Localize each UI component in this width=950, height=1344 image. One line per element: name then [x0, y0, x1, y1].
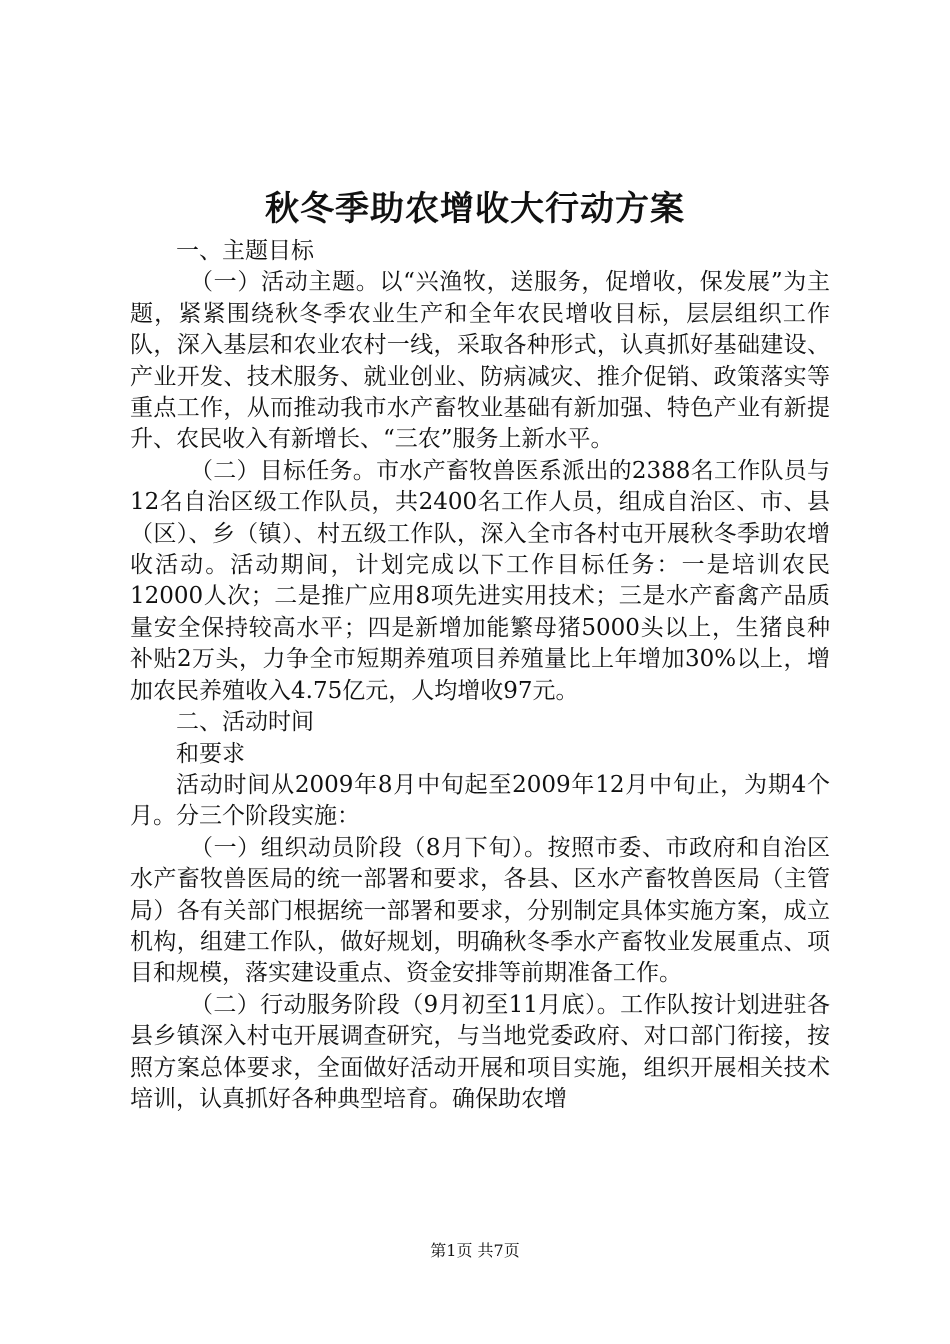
paragraph-target-tasks: （二）目标任务。市水产畜牧兽医系派出的2388名工作队员与12名自治区级工作队员，共2400名工作人员，组成自治区、市、县（区）、乡（镇）、村五级工作队，深入全市各村屯开展秋冬季助农增收活动。活动期间，计划完成以下工作目标任务：一是培训农民12000人次；二是推广应用8项先进实用技术；三是水产畜禽产品质量安全保持较高水平；四是新增加能繁母猪5000头以上，生猪良种补贴2万头，力争全市短期养殖项目养殖量比上年增加30%以上，增加农民养殖收入4.75亿元，人均增收97元。	[130, 457, 830, 704]
section-heading-requirements: 和要求	[176, 740, 245, 767]
paragraph-service-stage: （二）行动服务阶段（9月初至11月底）。工作队按计划进驻各县乡镇深入村屯开展调查研究，与当地党委政府、对口部门衔接，按照方案总体要求，全面做好活动开展和项目实施，组织开展相关技术培训，认真抓好各种典型培育。确保助农增	[130, 991, 830, 1112]
paragraph-mobilization-stage: （一）组织动员阶段（8月下旬）。按照市委、市政府和自治区水产畜牧兽医局的统一部署和要求，各县、区水产畜牧兽医局（主管局）各有关部门根据统一部署和要求，分别制定具体实施方案，成立机构，组建工作队，做好规划，明确秋冬季水产畜牧业发展重点、项目和规模，落实建设重点、资金安排等前期准备工作。	[130, 834, 830, 987]
section-heading-time: 二、活动时间	[176, 709, 314, 736]
page-number-footer: 第1页 共7页	[430, 1241, 520, 1260]
paragraph-activity-period: 活动时间从2009年8月中旬起至2009年12月中旬止，为期4个月。分三个阶段实施：	[130, 771, 830, 830]
paragraph-activity-theme: （一）活动主题。以“兴渔牧，送服务，促增收，保发展”为主题，紧紧围绕秋冬季农业生产和全年农民增收目标，层层组织工作队，深入基层和农业农村一线，采取各种形式，认真抓好基础建设、产业开发、技术服务、就业创业、防病减灾、推介促销、政策落实等重点工作，从而推动我市水产畜牧业基础有新加强、特色产业有新提升、农民收入有新增长、“三农”服务上新水平。	[130, 269, 830, 453]
document-body	[130, 236, 830, 1115]
document-title: 秋冬季助农增收大行动方案	[265, 189, 685, 229]
section-heading-goals: 一、主题目标	[176, 238, 314, 264]
